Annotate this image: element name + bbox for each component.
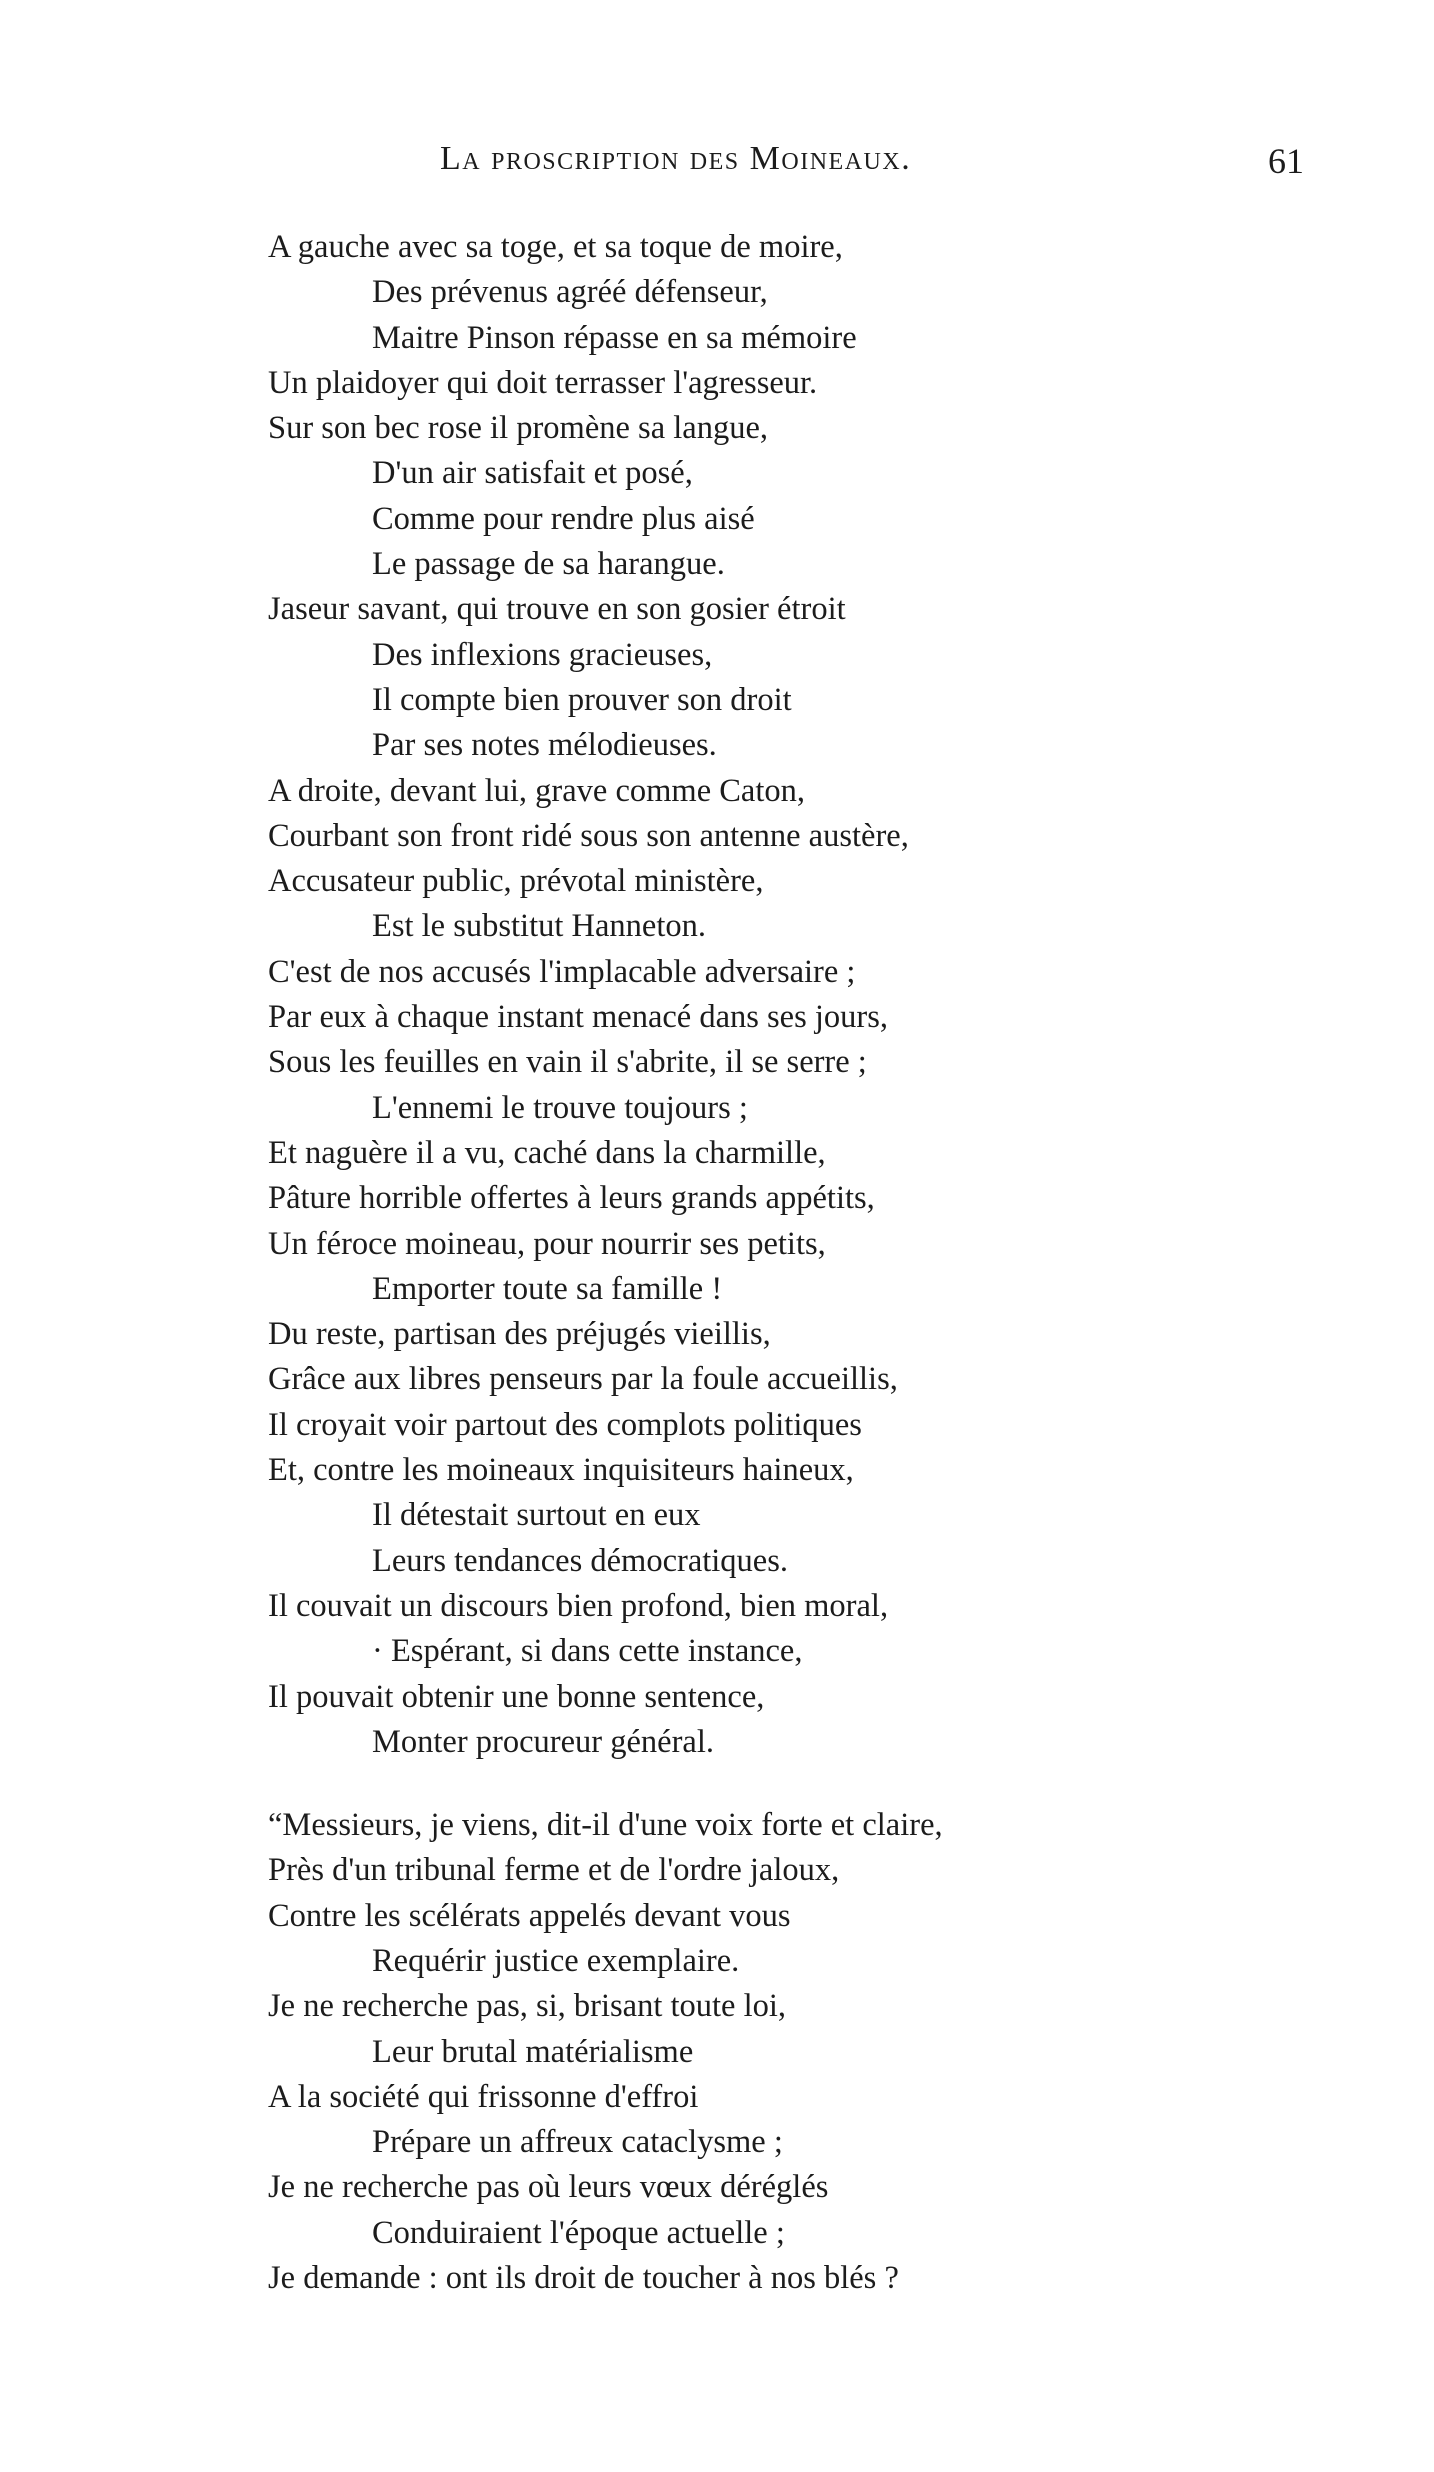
- verse-line: Grâce aux libres penseurs par la foule accueillis,: [268, 1361, 898, 1398]
- verse-line: Il détestait surtout en eux: [372, 1497, 701, 1534]
- verse-line: Leurs tendances démocratiques.: [372, 1542, 789, 1579]
- verse-line: Prépare un affreux cataclysme ;: [372, 2124, 783, 2161]
- verse-line: Sous les feuilles en vain il s'abrite, il se serre ;: [268, 1044, 867, 1081]
- verse-line: Je demande : ont ils droit de toucher à nos blés ?: [268, 2260, 899, 2297]
- verse-line: Il croyait voir partout des complots politiques: [268, 1406, 862, 1443]
- verse-line: Du reste, partisan des préjugés vieillis,: [268, 1316, 771, 1353]
- verse-line: Conduiraient l'époque actuelle ;: [372, 2214, 785, 2251]
- verse-line: Contre les scélérats appelés devant vous: [268, 1897, 791, 1934]
- verse-line: Accusateur public, prévotal ministère,: [268, 863, 764, 900]
- verse-line: Je ne recherche pas où leurs vœux déréglés: [268, 2169, 829, 2206]
- verse-line: Des prévenus agréé défenseur,: [372, 274, 768, 311]
- stanza-1: [268, 225, 1378, 1765]
- stanza-gap: [268, 1765, 1378, 1803]
- page-number: 61: [1268, 141, 1304, 181]
- verse-line: Il couvait un discours bien profond, bien moral,: [268, 1587, 889, 1624]
- verse-line: Je ne recherche pas, si, brisant toute loi,: [268, 1988, 787, 2025]
- verse-line: Un plaidoyer qui doit terrasser l'agresseur.: [268, 364, 818, 401]
- verse-line: Jaseur savant, qui trouve en son gosier étroit: [268, 591, 846, 628]
- stanza-2: [268, 1803, 1378, 2301]
- verse-line: Et, contre les moineaux inquisiteurs haineux,: [268, 1452, 854, 1489]
- verse-line: L'ennemi le trouve toujours ;: [372, 1089, 748, 1126]
- verse-line: · Espérant, si dans cette instance,: [372, 1633, 803, 1670]
- verse-line: Courbant son front ridé sous son antenne austère,: [268, 817, 909, 854]
- verse-line: Par ses notes mélodieuses.: [372, 727, 717, 764]
- running-title: La proscription des Moineaux.: [440, 140, 912, 177]
- verse-line: Leur brutal matérialisme: [372, 2033, 694, 2070]
- verse-line: Un féroce moineau, pour nourrir ses petits,: [268, 1225, 826, 1262]
- verse-line: Le passage de sa harangue.: [372, 546, 725, 583]
- verse-line: Requérir justice exemplaire.: [372, 1942, 740, 1979]
- verse-line: Est le substitut Hanneton.: [372, 908, 706, 945]
- verse-line: Monter procureur général.: [372, 1723, 714, 1760]
- poem-body: [268, 225, 1378, 2301]
- verse-line: Pâture horrible offertes à leurs grands appétits,: [268, 1180, 875, 1217]
- verse-line: Emporter toute sa famille !: [372, 1270, 723, 1307]
- verse-line: A gauche avec sa toge, et sa toque de moire,: [268, 229, 843, 265]
- verse-line: Sur son bec rose il promène sa langue,: [268, 410, 769, 447]
- verse-line: A la société qui frissonne d'effroi: [268, 2078, 699, 2115]
- verse-line: Il pouvait obtenir une bonne sentence,: [268, 1678, 765, 1715]
- verse-line: “Messieurs, je viens, dit-il d'une voix forte et claire,: [268, 1807, 943, 1844]
- verse-line: A droite, devant lui, grave comme Caton,: [268, 772, 806, 809]
- verse-line: Par eux à chaque instant menacé dans ses jours,: [268, 999, 889, 1036]
- verse-line: Des inflexions gracieuses,: [372, 636, 713, 673]
- verse-line: Maitre Pinson répasse en sa mémoire: [372, 319, 857, 356]
- verse-line: D'un air satisfait et posé,: [372, 455, 693, 492]
- verse-line: Il compte bien prouver son droit: [372, 681, 792, 718]
- verse-line: C'est de nos accusés l'implacable adversaire ;: [268, 953, 856, 990]
- verse-line: Comme pour rendre plus aisé: [372, 500, 755, 537]
- verse-line: Près d'un tribunal ferme et de l'ordre jaloux,: [268, 1852, 840, 1889]
- verse-line: Et naguère il a vu, caché dans la charmille,: [268, 1134, 826, 1171]
